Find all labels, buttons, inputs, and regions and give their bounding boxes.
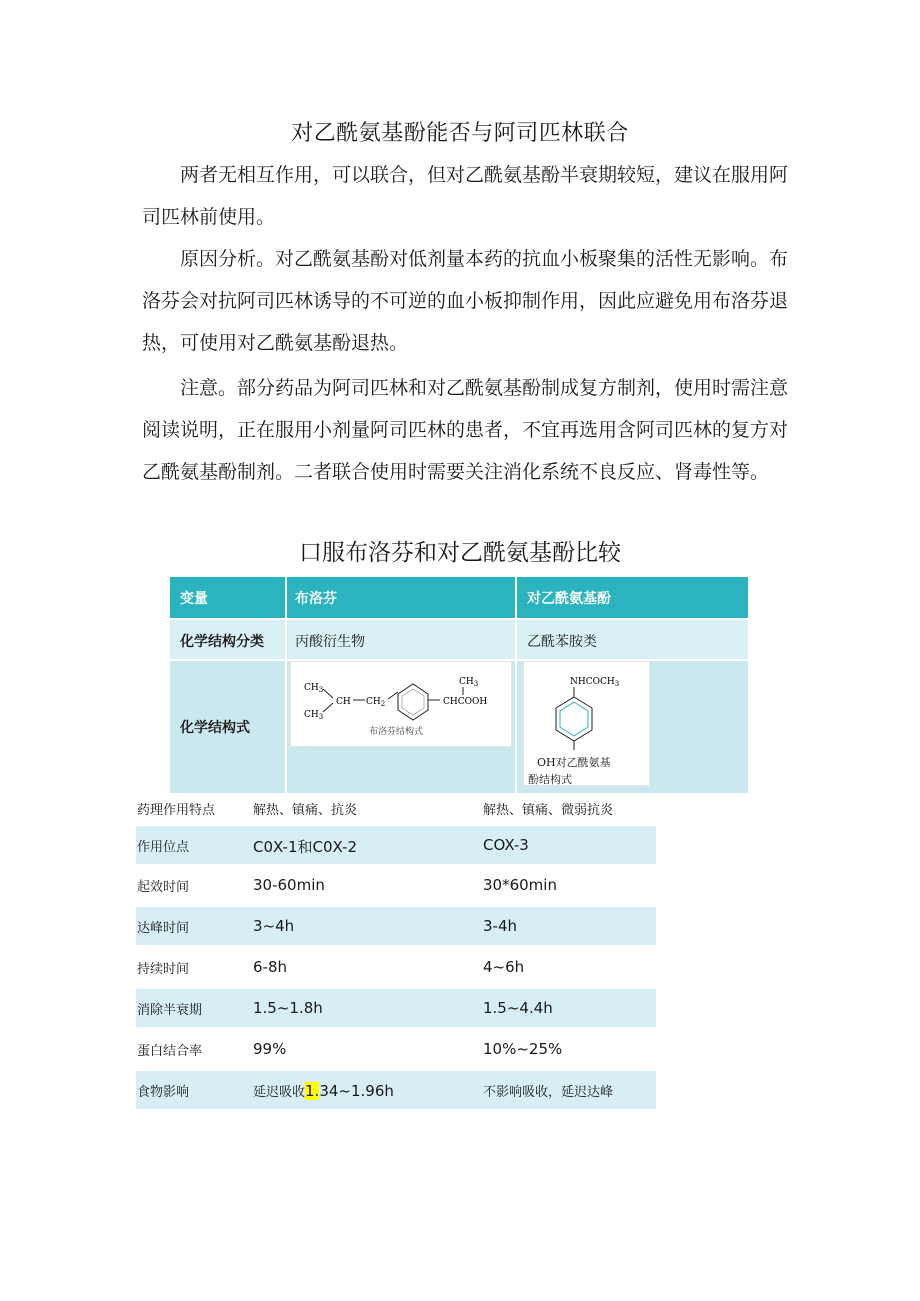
page-title: 对乙酰氨基酚能否与阿司匹林联合 <box>291 121 629 146</box>
ibuprofen-structure <box>290 661 512 747</box>
table-row <box>136 1030 656 1068</box>
benzene-ring <box>556 697 592 741</box>
table-row <box>136 826 656 864</box>
acetaminophen-caption: OH对乙酰氨基 <box>537 756 611 769</box>
classification-ibuprofen: 丙酸衍生物 <box>295 634 365 650</box>
table-row <box>136 866 656 904</box>
classification-acetaminophen: 乙酰苯胺类 <box>527 634 597 650</box>
paragraph-2 <box>142 238 797 364</box>
acetaminophen-value: COX-3 <box>483 836 529 854</box>
row-label: 达峰时间 <box>137 921 190 936</box>
structure-label: 化学结构式 <box>180 720 250 736</box>
table-row <box>136 1071 656 1109</box>
acetaminophen-value: 解热、镇痛、微弱抗炎 <box>483 803 614 818</box>
row-label: 药理作用特点 <box>137 803 216 818</box>
row-label: 作用位点 <box>137 840 190 855</box>
bond <box>388 692 398 699</box>
methyl-group-top: $CH_3$ <box>304 683 324 694</box>
benzene-ring <box>398 684 428 720</box>
ibuprofen-value-rest: 34~1.96h <box>319 1082 394 1100</box>
benzene-inner-ring <box>402 689 424 715</box>
benzene-inner-ring <box>560 702 588 736</box>
carboxyl-group: CHCOOH <box>443 697 488 707</box>
acetaminophen-value: 10%~25% <box>483 1040 563 1058</box>
header-acetaminophen: 对乙酰氨基酚 <box>527 591 611 607</box>
row-divider <box>170 618 748 620</box>
acetaminophen-value: 3-4h <box>483 917 518 935</box>
bond <box>323 689 333 698</box>
comparison-title: 口服布洛芬和对乙酰氨基酚比较 <box>299 540 621 566</box>
ibuprofen-value: 1.5~1.8h <box>253 999 323 1017</box>
paragraph-1 <box>142 154 797 238</box>
acetaminophen-value: 不影响吸收，延迟达峰 <box>483 1085 614 1100</box>
methyl-group-side: $CH_3$ <box>459 677 479 688</box>
ibuprofen-value: 99% <box>253 1040 287 1058</box>
paragraph-1-text: 两者无相互作用，可以联合，但对乙酰氨基酚半衰期较短，建议在服用阿司匹林前使用。 <box>142 164 789 228</box>
table-row <box>136 789 656 827</box>
table-row <box>136 948 656 986</box>
paragraph-3 <box>142 367 797 493</box>
row-label: 持续时间 <box>137 962 190 977</box>
row-label: 消除半衰期 <box>137 1003 203 1018</box>
table-row <box>136 907 656 945</box>
table-row <box>136 989 656 1027</box>
paragraph-2-text: 原因分析。对乙酰氨基酚对低剂量本药的抗血小板聚集的活性无影响。布洛芬会对抗阿司匹林诱导的不可逆的血小板抑制作用，因此应避免用布洛芬退热，可使用对乙酰氨基酚退热。 <box>142 248 789 354</box>
classification-row <box>170 620 748 660</box>
ibuprofen-value: 解热、镇痛、抗炎 <box>253 803 358 818</box>
column-divider <box>285 577 287 793</box>
row-label: 食物影响 <box>137 1085 190 1100</box>
structure-table <box>170 577 748 793</box>
acetaminophen-value: 1.5~4.4h <box>483 999 553 1017</box>
ibuprofen-structure-drawing <box>291 662 511 746</box>
classification-label: 化学结构分类 <box>180 634 264 650</box>
acetaminophen-value: 4~6h <box>483 958 525 976</box>
row-label: 蛋白结合率 <box>137 1044 203 1059</box>
paragraph-3-text: 注意。部分药品为阿司匹林和对乙酰氨基酚制成复方制剂，使用时需注意阅读说明，正在服用小剂量阿司匹林的患者，不宜再选用含阿司匹林的复方对乙酰氨基酚制剂。二者联合使用时需要关注消化系统不良反应、肾毒性等。 <box>142 377 789 483</box>
bond <box>323 703 333 712</box>
acetaminophen-value: 30*60min <box>483 876 557 894</box>
acetaminophen-structure <box>523 661 650 786</box>
ch2-group: $CH_2$ <box>366 697 386 708</box>
header-ibuprofen: 布洛芬 <box>295 591 337 607</box>
ibuprofen-value: 30-60min <box>253 876 325 894</box>
structure-table-header <box>170 577 748 618</box>
ch-group: CH <box>336 697 351 707</box>
ibuprofen-value: 3~4h <box>253 917 295 935</box>
row-label: 起效时间 <box>137 880 190 895</box>
header-variable: 变量 <box>180 591 208 607</box>
ibuprofen-value <box>253 1081 394 1100</box>
column-divider <box>515 577 517 793</box>
ibuprofen-value: 6-8h <box>253 958 288 976</box>
amide-group: $NHCOCH_3$ <box>570 677 620 688</box>
ibuprofen-caption: 布洛芬结构式 <box>369 727 424 737</box>
ibuprofen-value: C0X-1和C0X-2 <box>253 838 358 856</box>
highlighted-text: 1. <box>305 1082 320 1100</box>
methyl-group-bottom: $CH_3$ <box>304 710 324 721</box>
acetaminophen-caption-line2: 酚结构式 <box>528 773 572 786</box>
ibuprofen-value-prefix: 延迟吸收 <box>253 1085 306 1100</box>
